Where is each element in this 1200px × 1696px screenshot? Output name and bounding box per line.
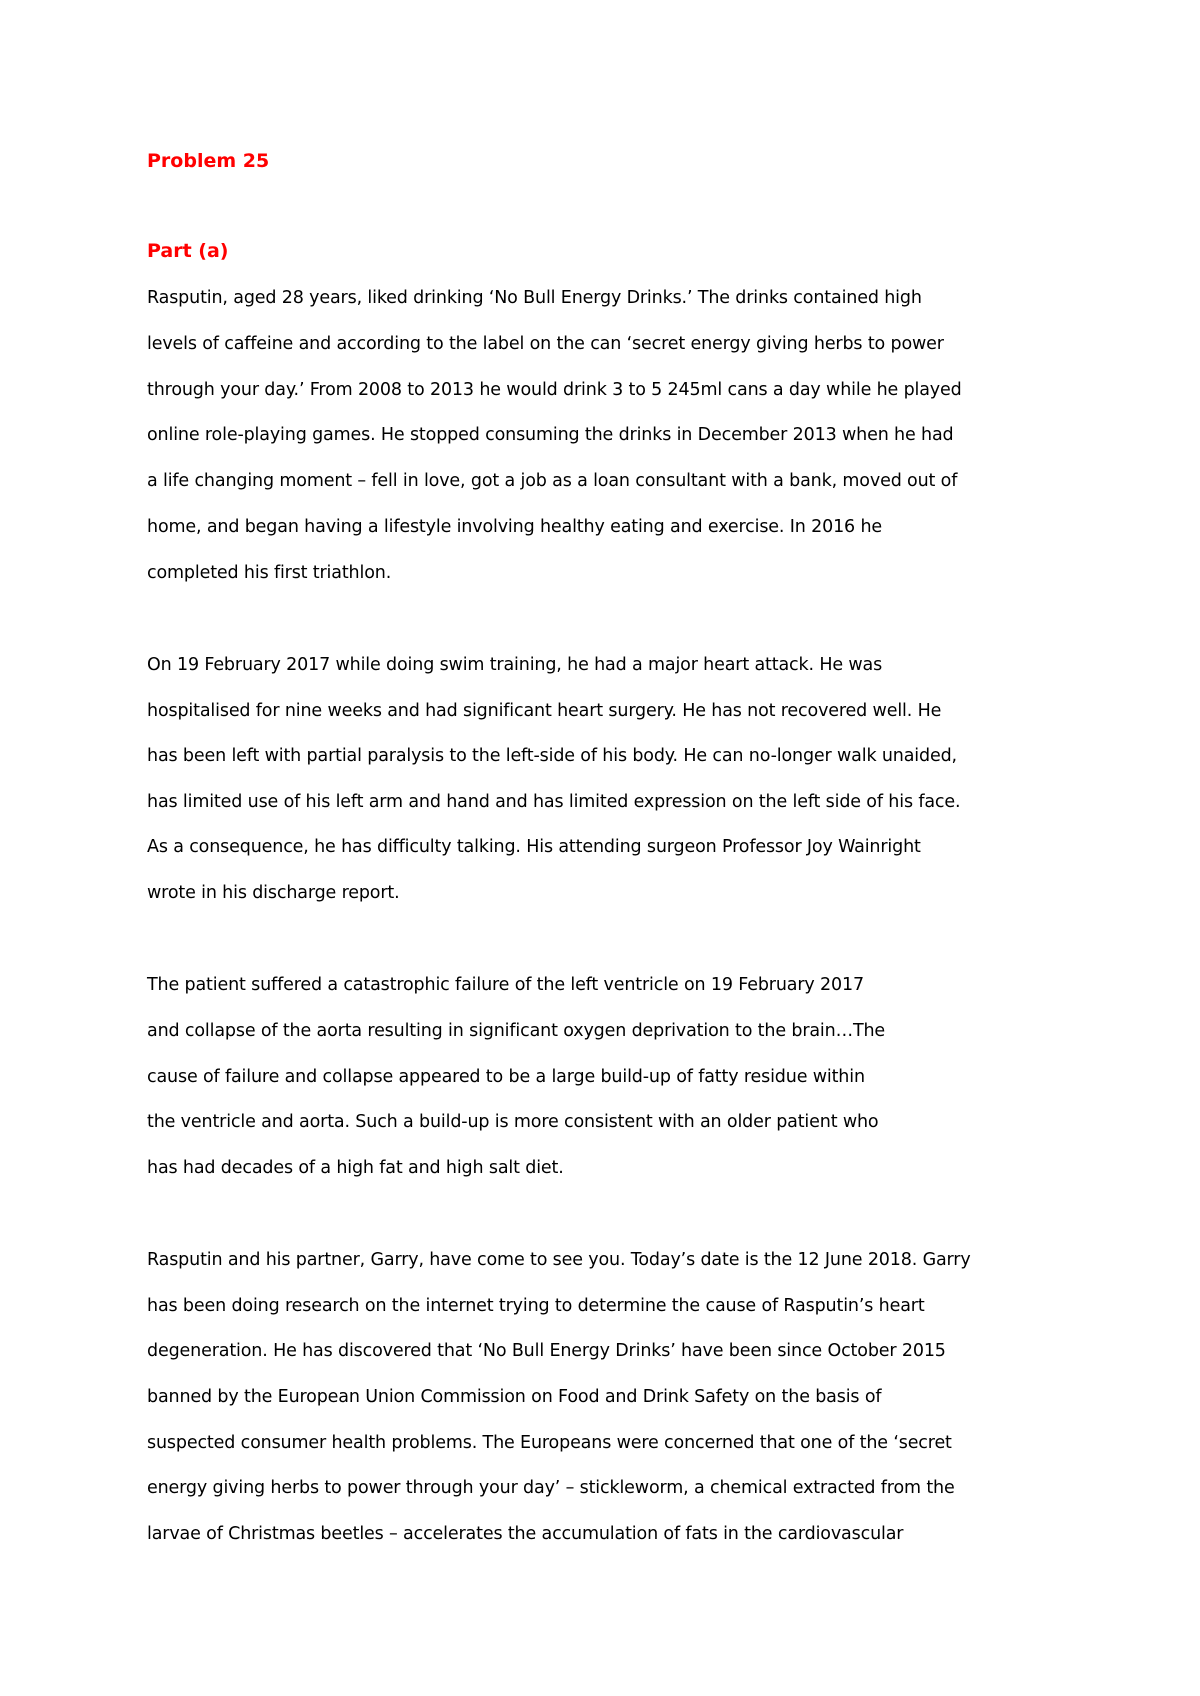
paragraph-line: Rasputin and his partner, Garry, have come to see you. Today’s date is the 12 June 2018. Garry <box>147 1250 971 1270</box>
paragraph-line: home, and began having a lifestyle involving healthy eating and exercise. In 2016 he <box>147 517 883 537</box>
paragraph-line: suspected consumer health problems. The Europeans were concerned that one of the ‘secret <box>147 1433 952 1453</box>
paragraph-line: energy giving herbs to power through your day’ – stickleworm, a chemical extracted from the <box>147 1478 955 1498</box>
paragraph-line: As a consequence, he has difficulty talking. His attending surgeon Professor Joy Wainright <box>147 837 921 857</box>
paragraph-line: wrote in his discharge report. <box>147 883 400 903</box>
paragraph-line: through your day.’ From 2008 to 2013 he would drink 3 to 5 245ml cans a day while he played <box>147 380 962 400</box>
paragraph-line: has limited use of his left arm and hand and has limited expression on the left side of his face. <box>147 792 961 812</box>
paragraph-line: has been left with partial paralysis to the left-side of his body. He can no-longer walk unaided, <box>147 746 957 766</box>
paragraph-line: degeneration. He has discovered that ‘No Bull Energy Drinks’ have been since October 2015 <box>147 1341 946 1361</box>
part-heading: Part (a) <box>147 240 229 262</box>
paragraph-line: levels of caffeine and according to the label on the can ‘secret energy giving herbs to power <box>147 334 944 354</box>
problem-title: Problem 25 <box>147 150 270 172</box>
document-page <box>147 0 1047 1696</box>
paragraph-line: On 19 February 2017 while doing swim training, he had a major heart attack. He was <box>147 655 883 675</box>
paragraph-line: a life changing moment – fell in love, got a job as a loan consultant with a bank, moved out of <box>147 471 958 491</box>
quote-line: The patient suffered a catastrophic failure of the left ventricle on 19 February 2017 <box>147 975 864 995</box>
paragraph-line: larvae of Christmas beetles – accelerates the accumulation of fats in the cardiovascular <box>147 1524 904 1544</box>
paragraph-line: has been doing research on the internet trying to determine the cause of Rasputin’s heart <box>147 1296 925 1316</box>
paragraph-line: completed his first triathlon. <box>147 563 392 583</box>
quote-line: and collapse of the aorta resulting in significant oxygen deprivation to the brain…The <box>147 1021 886 1041</box>
quote-line: has had decades of a high fat and high salt diet. <box>147 1158 564 1178</box>
quote-line: cause of failure and collapse appeared to be a large build-up of fatty residue within <box>147 1067 865 1087</box>
paragraph-line: hospitalised for nine weeks and had significant heart surgery. He has not recovered well. He <box>147 701 942 721</box>
paragraph-line: banned by the European Union Commission on Food and Drink Safety on the basis of <box>147 1387 882 1407</box>
quote-line: the ventricle and aorta. Such a build-up is more consistent with an older patient who <box>147 1112 879 1132</box>
paragraph-line: online role-playing games. He stopped consuming the drinks in December 2013 when he had <box>147 425 954 445</box>
paragraph-line: Rasputin, aged 28 years, liked drinking ‘No Bull Energy Drinks.’ The drinks contained high <box>147 288 922 308</box>
